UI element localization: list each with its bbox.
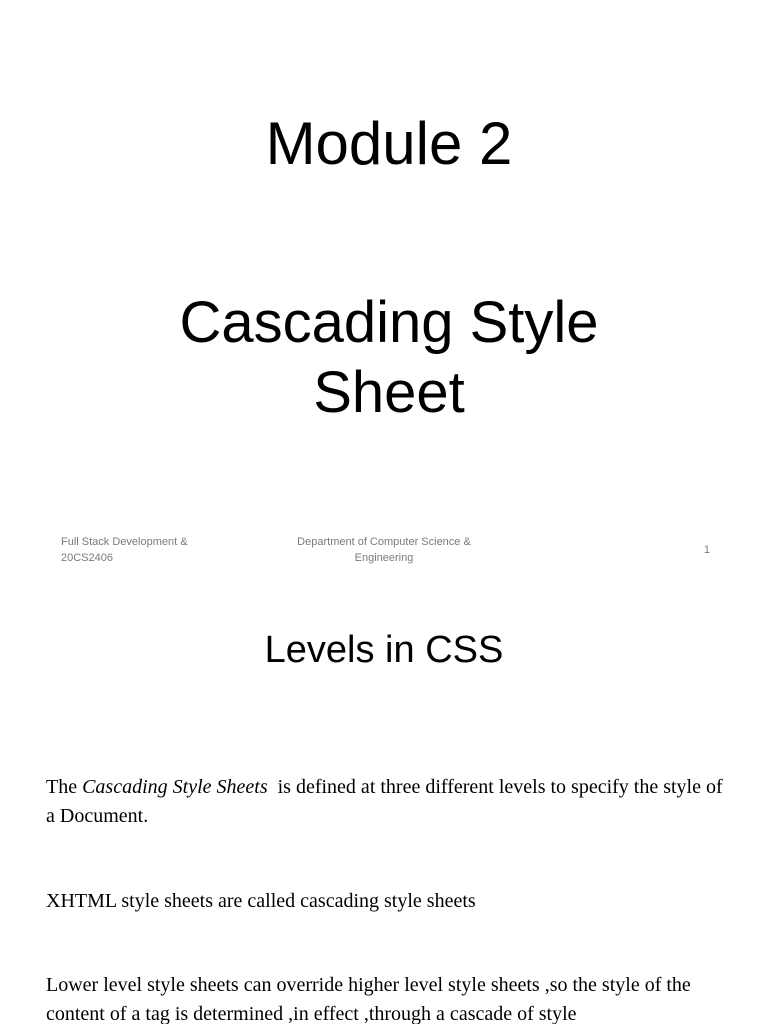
paragraph-levels-prefix: The xyxy=(46,776,83,798)
footer-course xyxy=(61,534,241,566)
paragraph-xhtml: XHTML style sheets are called cascading style sheets xyxy=(46,890,476,912)
paragraph-levels-italic: Cascading Style Sheets xyxy=(82,776,268,798)
footer-department xyxy=(280,534,488,566)
footer-course-line-1: Full Stack Development & xyxy=(61,536,188,548)
paragraph-levels xyxy=(46,773,736,831)
subtitle-line-2: Sheet xyxy=(313,360,465,425)
slide-2-title: Levels in CSS xyxy=(264,629,504,671)
subtitle-line-1: Cascading Style xyxy=(179,290,599,355)
slide-subtitle xyxy=(0,288,768,428)
footer-department-line-2: Engineering xyxy=(354,552,414,564)
footer-course-line-2: 20CS2406 xyxy=(61,552,113,564)
footer-department-line-1: Department of Computer Science & xyxy=(297,536,471,548)
paragraph-override: Lower level style sheets can override higher level style sheets ,so the style of the content of a tag is determined ,in effect ,through a cascade of style xyxy=(46,974,691,1024)
page-number: 1 xyxy=(703,544,710,556)
paragraph-levels-suffix: is defined at three different levels to specify the style of a Document. xyxy=(46,776,728,827)
slide-title: Module 2 xyxy=(265,110,513,177)
